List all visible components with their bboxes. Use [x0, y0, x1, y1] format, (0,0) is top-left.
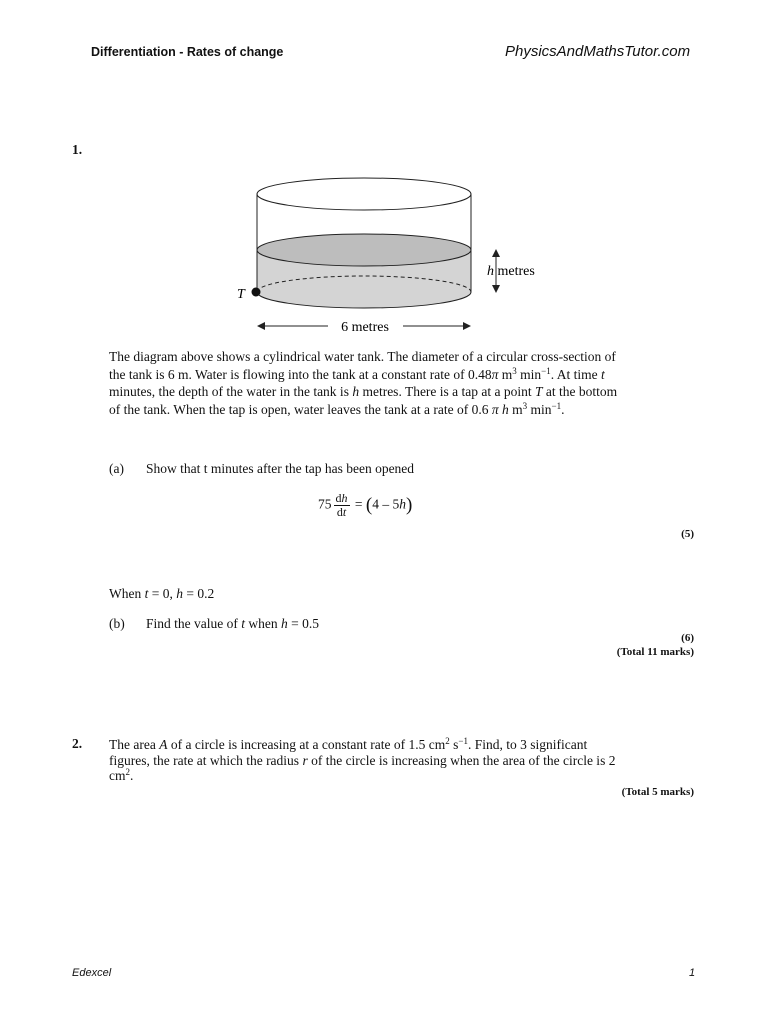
question-1-stem	[109, 348, 709, 418]
stem-text: min	[516, 366, 542, 382]
q2-line-3	[109, 767, 669, 785]
pi-symbol: π	[491, 366, 499, 382]
var-r: r	[302, 752, 308, 768]
stem-text: m	[498, 366, 513, 382]
footer-board: Edexcel	[72, 967, 112, 979]
eq-equals: =	[351, 496, 366, 512]
question-1-total-marks: (Total 11 marks)	[616, 646, 694, 658]
eq-right-paren: )	[405, 494, 413, 516]
pi-symbol: π	[491, 401, 499, 417]
stem-text: minutes, the depth of the water in the tank is	[109, 384, 353, 399]
stem-line-2	[109, 366, 709, 384]
tap-point-T	[252, 288, 261, 297]
stem-text: m	[508, 401, 523, 417]
eq-numerator	[334, 492, 350, 506]
equation-a	[318, 492, 412, 519]
eq-left-paren: (	[365, 494, 373, 516]
question-2-number: 2.	[72, 736, 83, 751]
superscript: 2	[125, 767, 130, 777]
q2-text: . Find, to 3 significant	[467, 737, 588, 752]
q2-text: The area	[109, 737, 160, 752]
part-b-text-b: when	[245, 616, 281, 631]
label-height: h metres	[487, 264, 535, 279]
stem-line-3	[109, 383, 709, 401]
q2-text: s	[449, 737, 459, 752]
part-b-text-a: Find the value of	[146, 616, 242, 631]
eq-t: t	[342, 505, 347, 519]
eq-coefficient: 75	[318, 496, 332, 512]
footer-page-number: 1	[689, 967, 696, 979]
var-t: t	[241, 616, 245, 631]
q2-text: cm	[109, 768, 126, 783]
eq-h: h	[399, 496, 406, 512]
superscript: 3	[512, 365, 517, 376]
q2-text: figures, the rate at which the radius	[109, 752, 303, 768]
superscript: −1	[458, 736, 468, 746]
condition-line	[109, 585, 214, 603]
q2-text: of a circle is increasing at a constant rate of 1.5 cm	[167, 737, 446, 752]
stem-text: the tank is 6 m. Water is flowing into the tank at a constant rate of 0.48	[109, 366, 492, 382]
stem-text: The diagram above shows a cylindrical water tank. The diameter of a circular cross-section of	[109, 349, 616, 364]
header-site: PhysicsAndMathsTutor.com	[505, 43, 691, 60]
part-b-text-c: = 0.5	[287, 616, 319, 631]
stem-text: . At time	[550, 366, 601, 382]
question-2-total-marks: (Total 5 marks)	[621, 786, 694, 798]
eq-h: h	[341, 491, 348, 505]
superscript: 3	[522, 400, 528, 411]
cond-text: = 0.2	[183, 586, 215, 601]
part-a-text: Show that t minutes after the tap has been opened	[146, 461, 415, 476]
eq-denominator	[337, 506, 346, 519]
label-width: 6 metres	[341, 320, 389, 335]
q2-text: .	[130, 768, 134, 783]
part-b-label: (b)	[109, 616, 125, 631]
width-arrow-right-head	[463, 322, 471, 330]
label-T: T	[237, 287, 245, 302]
cond-text: When	[109, 586, 145, 601]
var-t: t	[600, 366, 605, 382]
cylinder-top-rim	[257, 178, 471, 210]
var-t: t	[144, 586, 149, 601]
superscript: −1	[541, 365, 551, 376]
stem-text: metres. There is a tap at a point	[359, 384, 536, 399]
var-h: h	[176, 586, 183, 601]
part-a-label: (a)	[109, 461, 124, 476]
width-arrow-left-head	[257, 322, 265, 330]
var-A: A	[159, 737, 168, 752]
part-b-marks: (6)	[681, 632, 694, 644]
height-arrow-up	[492, 249, 500, 257]
cylinder-tank-diagram	[225, 170, 555, 340]
var-T: T	[535, 384, 543, 399]
stem-text: at the bottom	[542, 384, 618, 399]
stem-line-1	[109, 348, 709, 366]
superscript: 2	[445, 736, 450, 746]
q2-line-2	[109, 752, 669, 770]
stem-line-4	[109, 401, 709, 419]
stem-text: of the tank. When the tap is open, water leaves the tank at a rate of 0.6	[109, 401, 492, 417]
stem-text: .	[561, 401, 565, 417]
eq-inner: 4 – 5	[372, 496, 400, 512]
water-surface	[257, 234, 471, 266]
stem-text: min	[527, 401, 552, 417]
eq-fraction	[334, 492, 350, 519]
superscript: −1	[551, 400, 562, 411]
eq-d: d	[335, 491, 342, 505]
q2-line-1	[109, 736, 669, 754]
q2-text: of the circle is increasing when the area of the circle is 2	[307, 752, 616, 768]
question-1-number: 1.	[72, 142, 83, 157]
var-h: h	[502, 401, 509, 417]
var-h: h	[352, 384, 360, 399]
eq-d: d	[336, 505, 343, 519]
part-b-text	[146, 615, 319, 633]
var-h: h	[281, 616, 288, 631]
part-a-marks: (5)	[681, 528, 694, 540]
cond-text: = 0,	[148, 586, 177, 601]
header-title: Differentiation - Rates of change	[91, 45, 284, 59]
height-arrow-down	[492, 285, 500, 293]
question-2-stem	[109, 736, 669, 785]
